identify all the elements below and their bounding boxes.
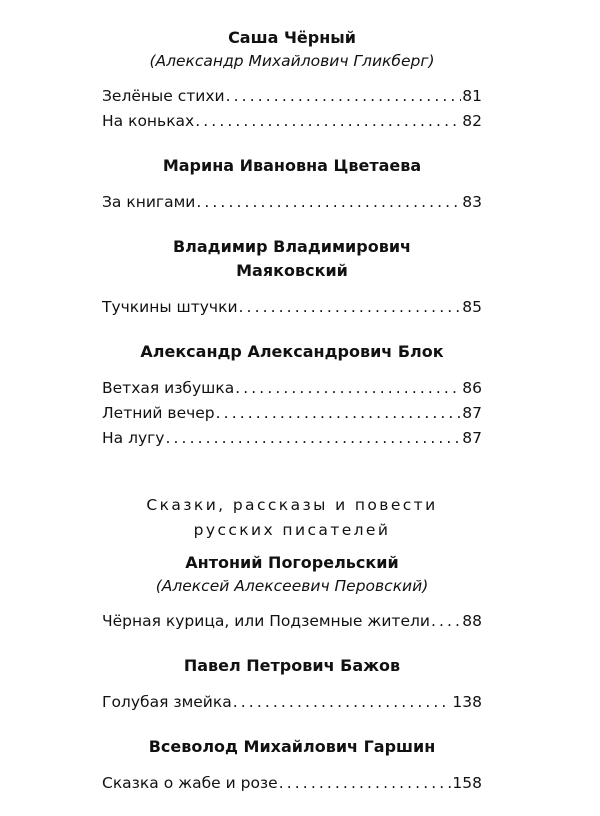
toc-entries: [102, 609, 482, 634]
toc-entry[interactable]: [102, 426, 482, 451]
dot-leader: [239, 295, 462, 320]
toc-entries: [102, 771, 482, 796]
dot-leader: [195, 109, 461, 134]
author-name: Павел Петрович Бажов: [183, 656, 401, 675]
toc-entries: [102, 190, 482, 215]
page-number: 86: [462, 379, 482, 397]
toc-entry[interactable]: [102, 376, 482, 401]
dot-leader: [279, 771, 452, 796]
toc-entry[interactable]: [102, 609, 482, 634]
toc-entries: [102, 690, 482, 715]
page-number: 85: [462, 298, 482, 316]
toc-entries: [102, 295, 482, 320]
dot-leader: [196, 190, 461, 215]
author-name: Александр Александрович Блок: [140, 342, 444, 361]
dot-leader: [216, 401, 462, 426]
part-heading-line2: русских писателей: [193, 521, 391, 539]
toc-section: [102, 154, 482, 215]
page-number: 81: [462, 87, 482, 105]
toc-entry[interactable]: [102, 690, 482, 715]
entry-title: Зелёные стихи: [102, 87, 225, 105]
entry-title: Голубая змейка: [102, 693, 232, 711]
page-number: 83: [462, 193, 482, 211]
author-name-line1: Владимир Владимирович: [172, 237, 412, 256]
dot-leader: [233, 690, 452, 715]
author-name-line2: Маяковский: [236, 261, 348, 280]
entry-title: Тучкины штучки: [102, 298, 238, 316]
toc-section: [102, 235, 482, 320]
dot-leader: [226, 84, 462, 109]
entry-title: Сказка о жабе и розе: [102, 774, 278, 792]
toc-section: [102, 340, 482, 451]
entry-title: На коньках: [102, 112, 195, 130]
toc-entry[interactable]: [102, 771, 482, 796]
dot-leader: [431, 609, 461, 634]
page-number: 158: [452, 774, 482, 792]
part-heading: [102, 493, 482, 543]
toc-entry[interactable]: [102, 84, 482, 109]
page-number: 87: [462, 429, 482, 447]
entry-title: Ветхая избушка: [102, 379, 235, 397]
toc-entry[interactable]: [102, 190, 482, 215]
table-of-contents: [102, 26, 482, 816]
author-real-name: (Алексей Алексеевич Перовский): [155, 577, 429, 595]
page-number: 87: [462, 404, 482, 422]
page-number: 88: [462, 612, 482, 630]
author-real-name: (Александр Михайлович Гликберг): [149, 52, 435, 70]
entry-title: За книгами: [102, 193, 196, 211]
entry-title: Летний вечер: [102, 404, 215, 422]
part-heading-line1: Сказки, рассказы и повести: [146, 496, 438, 514]
entry-title: Чёрная курица, или Подземные жители: [102, 612, 430, 630]
author-name: Антоний Погорельский: [185, 553, 399, 572]
entry-title: На лугу: [102, 429, 165, 447]
toc-section: [102, 26, 482, 134]
toc-entries: [102, 376, 482, 451]
toc-section: [102, 551, 482, 634]
dot-leader: [165, 426, 461, 451]
dot-leader: [235, 376, 461, 401]
toc-section: [102, 735, 482, 796]
author-name: Всеволод Михайлович Гаршин: [148, 737, 436, 756]
toc-entries: [102, 84, 482, 134]
page-number: 82: [462, 112, 482, 130]
page-number: 138: [452, 693, 482, 711]
toc-entry[interactable]: [102, 295, 482, 320]
toc-entry[interactable]: [102, 109, 482, 134]
author-name: Саша Чёрный: [228, 28, 356, 47]
toc-section: [102, 654, 482, 715]
toc-entry[interactable]: [102, 401, 482, 426]
author-name: Марина Ивановна Цветаева: [162, 156, 422, 175]
